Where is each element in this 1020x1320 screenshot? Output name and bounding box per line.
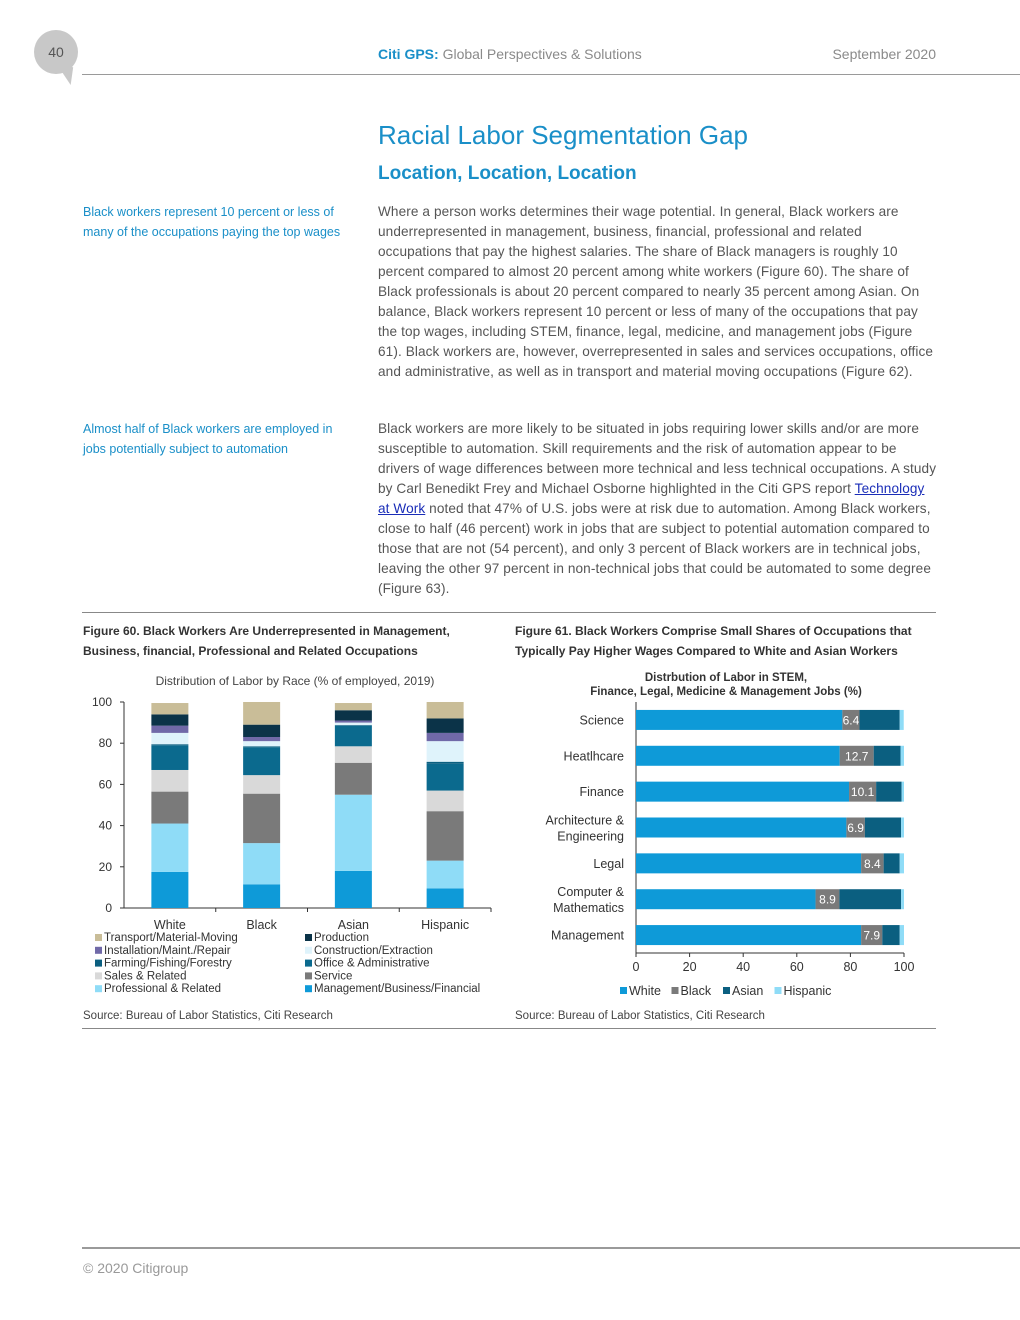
figure-61-chart: [512, 665, 932, 1010]
bar-segment-white-transport-material-moving: [151, 703, 188, 714]
page-title: Racial Labor Segmentation Gap: [378, 120, 749, 150]
legend-label: Asian: [732, 984, 764, 998]
y-tick-label: Legal: [593, 856, 624, 871]
bar-segment-black-management-business-financial: [243, 884, 280, 908]
legend-swatch: [723, 987, 730, 994]
bar-segment-asian-transport-material-moving: [335, 703, 372, 710]
footer-divider: [82, 1247, 1020, 1249]
section-subtitle: Location, Location, Location: [378, 163, 637, 184]
bar-segment-architecture-engineering-asian: [865, 818, 901, 838]
chart-title-line-1: Distrbution of Labor in STEM,: [644, 672, 808, 684]
bar-segment-white-professional-related: [151, 824, 188, 872]
bar-segment-black-transport-material-moving: [243, 702, 280, 725]
bar-segment-black-construction-extraction: [243, 741, 280, 746]
bar-segment-white-installation-maint-repair: [151, 726, 188, 733]
y-tick-label: 60: [98, 777, 112, 792]
bar-segment-black-sales-related: [243, 775, 280, 794]
bar-segment-black-service: [243, 794, 280, 843]
technology-at-work-link[interactable]: Technology at Work: [378, 481, 925, 516]
legend-swatch: [305, 972, 312, 979]
bar-segment-hispanic-service: [427, 811, 464, 860]
bar-segment-hispanic-construction-extraction: [427, 741, 464, 762]
bar-segment-management-white: [636, 925, 861, 945]
bar-segment-heatlhcare-asian: [874, 746, 901, 766]
bar-segment-hispanic-sales-related: [427, 791, 464, 812]
bar-segment-white-construction-extraction: [151, 733, 188, 744]
data-label: 10.1: [850, 785, 875, 800]
bar-segment-asian-farming-fishing-forestry: [335, 725, 372, 726]
paragraph-text: Black workers are more likely to be situated in jobs requiring lower skills and/or are more susceptible to automation. Skill requirements and the risk of automation appear to be drivers of wage differences between more technical and less technical occupations. A study by Carl Benedikt Frey and Michael Osborne highlighted in the Citi GPS report: [378, 421, 937, 496]
bar-segment-legal-white: [636, 853, 861, 873]
bar-segment-science-asian: [860, 710, 900, 730]
x-tick-label: Black: [246, 918, 277, 932]
bar-segment-legal-asian: [884, 853, 900, 873]
y-tick-label: 20: [98, 859, 112, 874]
bar-segment-management-asian: [882, 925, 899, 945]
x-tick-label: 80: [843, 960, 858, 974]
header-divider: [82, 74, 1020, 75]
brand-name: Citi GPS:: [378, 46, 439, 62]
bar-segment-asian-office-administrative: [335, 726, 372, 747]
legend-swatch: [305, 985, 312, 992]
bar-segment-science-white: [636, 710, 842, 730]
bar-segment-hispanic-management-business-financial: [427, 888, 464, 908]
x-tick-label: White: [153, 918, 186, 932]
bar-segment-legal-hispanic: [900, 853, 904, 873]
bar-segment-black-installation-maint-repair: [243, 737, 280, 741]
bar-segment-computer-mathematics-asian: [839, 889, 901, 909]
legend-swatch: [672, 987, 679, 994]
legend-swatch: [95, 934, 102, 941]
bar-segment-hispanic-transport-material-moving: [427, 702, 464, 718]
y-tick-label: 80: [98, 736, 112, 751]
legend-swatch: [305, 934, 312, 941]
bar-segment-management-hispanic: [900, 925, 904, 945]
data-label: 7.9: [863, 928, 881, 943]
bar-segment-computer-mathematics-hispanic: [901, 889, 904, 909]
bar-segment-heatlhcare-hispanic: [901, 746, 904, 766]
bar-segment-hispanic-professional-related: [427, 861, 464, 889]
paragraph-wage-potential: Where a person works determines their wage potential. In general, Black workers are underrepresented in management, business, financial, professional and related occupations that pay the highest salaries. The share of Black managers is roughly 10 percent compared to almost 20 percent among white workers (Figure 60). The share of Black professionals is about 20 percent compared to nearly 35 percent among Asian. On balance, Black workers represent 10 percent or less of many of the occupations that pay the top wages, including STEM, finance, legal, medicine, and management jobs (Figure 61). Black workers are, however, overrepresented in sales and services occupations, office and administrative, as well as in transport and material moving occupations (Figure 62).: [378, 204, 934, 379]
x-tick-label: Hispanic: [421, 918, 470, 932]
legend-label: Construction/Extraction: [314, 944, 433, 957]
bar-segment-hispanic-farming-fishing-forestry: [427, 762, 464, 764]
bar-segment-finance-white: [636, 782, 849, 802]
paragraph-text: noted that 47% of U.S. jobs were at risk due to automation. Among Black workers, close to half (46 percent) work in jobs that are subject to potential automation compared to those that are not (54 percent), and only 3 percent of Black workers are in technical jobs, leaving the other 97 percent in non-technical jobs that could be automated to some degree (Figure 63).: [378, 501, 932, 596]
bar-segment-black-professional-related: [243, 843, 280, 884]
chart-title: Distribution of Labor by Race (% of employed, 2019): [155, 674, 435, 688]
bar-segment-black-farming-fishing-forestry: [243, 746, 280, 747]
bar-segment-white-office-administrative: [151, 745, 188, 770]
figures-top-divider: [82, 612, 936, 613]
figures-bottom-divider: [82, 1028, 936, 1029]
page-number-badge: 40: [34, 30, 78, 74]
legend-label: Professional & Related: [104, 983, 221, 996]
bar-segment-white-sales-related: [151, 770, 188, 792]
legend-label: Hispanic: [783, 984, 832, 998]
legend-label: Service: [314, 970, 353, 983]
x-tick-label: 100: [893, 960, 915, 974]
y-tick-label: Computer & Mathematics: [553, 885, 624, 916]
bar-segment-white-farming-fishing-forestry: [151, 744, 188, 745]
bar-segment-science-hispanic: [900, 710, 904, 730]
x-tick-label: Asian: [337, 918, 370, 932]
data-label: 8.9: [819, 892, 836, 907]
figure-61-source: Source: Bureau of Labor Statistics, Citi Research: [515, 1010, 765, 1022]
figure-61-title: Figure 61. Black Workers Comprise Small Shares of Occupations that Typically Pay Higher Wages Compared to White and Asian Workers: [515, 624, 912, 658]
bar-segment-asian-sales-related: [335, 746, 372, 762]
legend-swatch: [95, 947, 102, 954]
bar-segment-heatlhcare-white: [636, 746, 840, 766]
bar-segment-architecture-engineering-hispanic: [901, 818, 904, 838]
legend-label: Office & Administrative: [314, 957, 430, 970]
bar-segment-hispanic-installation-maint-repair: [427, 733, 464, 741]
legend-swatch: [95, 960, 102, 967]
bar-segment-finance-hispanic: [902, 782, 904, 802]
footer-copyright: © 2020 Citigroup: [83, 1260, 189, 1276]
bar-segment-white-service: [151, 792, 188, 824]
bar-segment-asian-management-business-financial: [335, 871, 372, 908]
legend-swatch: [775, 987, 782, 994]
figure-60-title: Figure 60. Black Workers Are Underrepresented in Management, Business, financial, Professional and Related Occupations: [83, 624, 450, 658]
legend-label: Transport/Material-Moving: [104, 932, 238, 944]
y-tick-label: Architecture & Engineering: [545, 813, 624, 844]
bar-segment-hispanic-production: [427, 718, 464, 732]
y-tick-label: Science: [579, 713, 624, 728]
bar-segment-white-production: [151, 714, 188, 725]
y-tick-label: 40: [98, 818, 112, 833]
bar-segment-asian-service: [335, 763, 372, 795]
bar-segment-black-production: [243, 725, 280, 737]
brand-subtitle: Global Perspectives & Solutions: [442, 46, 642, 62]
data-label: 6.4: [842, 713, 860, 728]
sidenote-top-wages: Black workers represent 10 percent or less of many of the occupations paying the top wages: [83, 205, 341, 239]
x-tick-label: 60: [789, 960, 804, 974]
legend-label: White: [629, 984, 661, 998]
bar-segment-asian-construction-extraction: [335, 723, 372, 725]
legend-label: Management/Business/Financial: [314, 983, 481, 996]
bar-segment-hispanic-office-administrative: [427, 764, 464, 791]
y-tick-label: Finance: [579, 785, 624, 800]
page-badge-tail-icon: [55, 65, 73, 85]
y-tick-label: 0: [105, 901, 112, 915]
legend-label: Black: [680, 984, 712, 998]
y-tick-label: Heatlhcare: [563, 749, 624, 764]
legend-swatch: [95, 985, 102, 992]
legend-label: Installation/Maint./Repair: [104, 944, 231, 957]
bar-segment-asian-professional-related: [335, 795, 372, 871]
figure-60-chart: [80, 665, 510, 1010]
legend-swatch: [620, 987, 627, 994]
data-label: 8.4: [864, 856, 881, 871]
header-brand: [378, 46, 642, 62]
header-date: September 2020: [832, 46, 936, 62]
sidenote-automation: Almost half of Black workers are employed in jobs potentially subject to automation: [83, 422, 333, 456]
legend-swatch: [305, 947, 312, 954]
x-tick-label: 20: [682, 960, 697, 974]
bar-segment-black-office-administrative: [243, 747, 280, 775]
bar-segment-finance-asian: [876, 782, 901, 802]
bar-segment-architecture-engineering-white: [636, 818, 846, 838]
bar-segment-white-management-business-financial: [151, 872, 188, 908]
y-tick-label: Management: [551, 928, 624, 943]
legend-swatch: [95, 972, 102, 979]
y-tick-label: 100: [91, 695, 112, 709]
x-tick-label: 0: [632, 960, 640, 974]
legend-label: Production: [314, 932, 369, 944]
data-label: 6.9: [847, 821, 864, 835]
bar-segment-asian-installation-maint-repair: [335, 721, 372, 723]
legend-label: Farming/Fishing/Forestry: [104, 957, 232, 970]
chart-title-line-2: Finance, Legal, Medicine & Management Jobs (%): [590, 686, 862, 698]
data-label: 12.7: [845, 749, 869, 764]
figure-60-source: Source: Bureau of Labor Statistics, Citi Research: [83, 1010, 333, 1022]
bar-segment-computer-mathematics-white: [636, 889, 816, 909]
legend-swatch: [305, 960, 312, 967]
paragraph-automation: [378, 419, 938, 599]
legend-label: Sales & Related: [104, 970, 187, 983]
x-tick-label: 40: [736, 960, 751, 974]
bar-segment-asian-production: [335, 710, 372, 720]
